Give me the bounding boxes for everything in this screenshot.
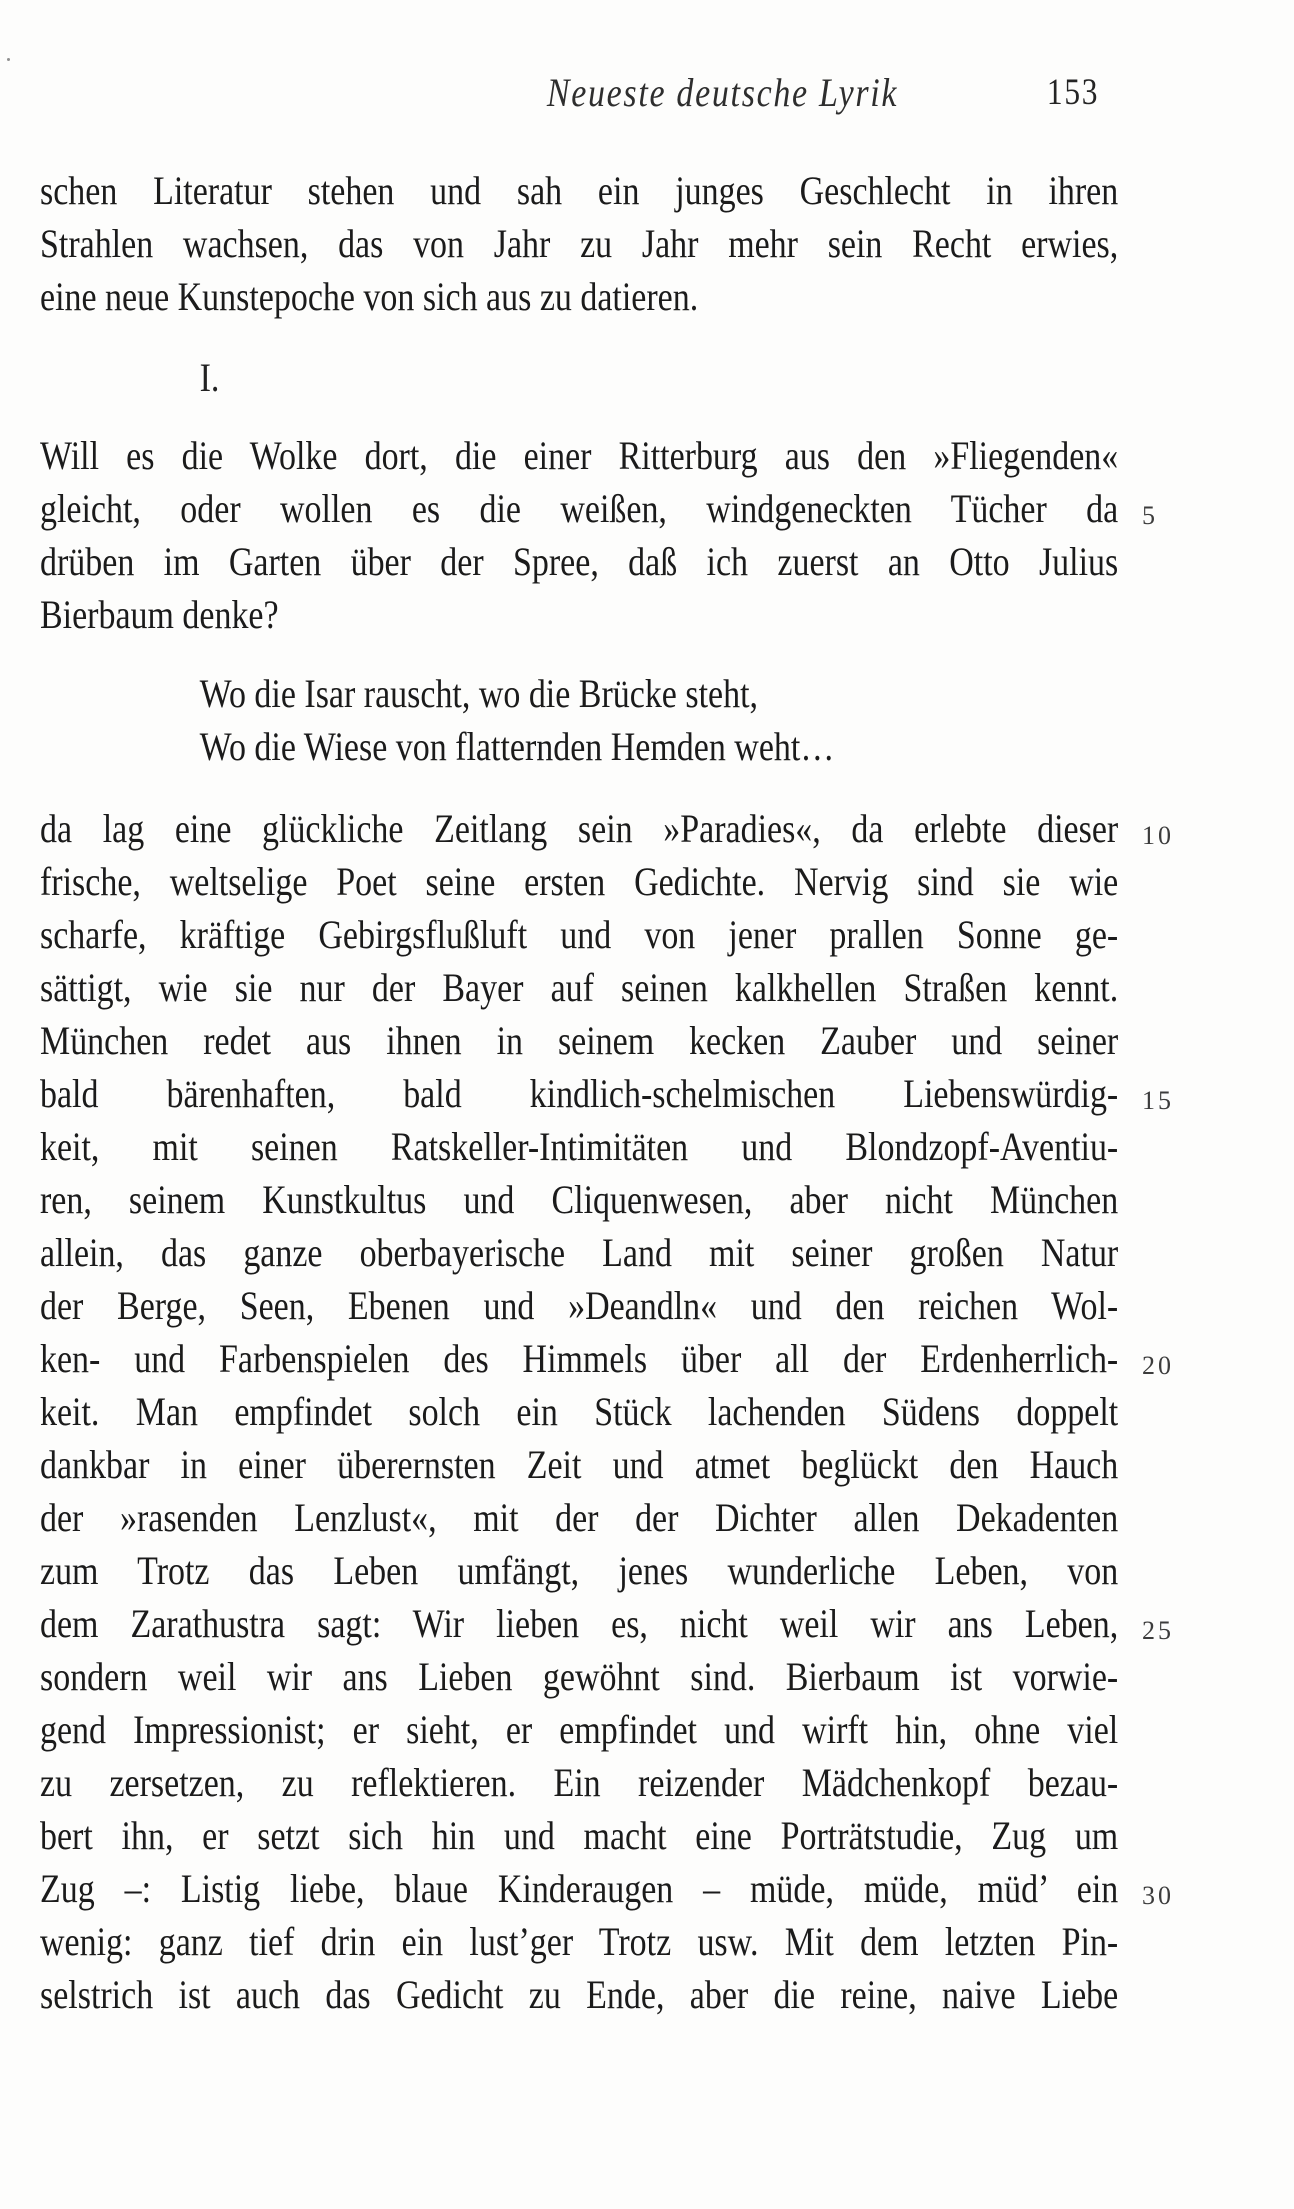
text-line: da lag eine glückliche Zeitlang sein »Paradies«, da erlebte dieser xyxy=(40,806,1119,851)
text-line: drüben im Garten über der Spree, daß ich zuerst an Otto Julius xyxy=(40,539,1119,584)
text-line: bert ihn, er setzt sich hin und macht eine Porträtstudie, Zug um xyxy=(40,1813,1119,1858)
text-line: Will es die Wolke dort, die einer Ritterburg aus den »Fliegenden« xyxy=(40,433,1119,478)
text-line: dem Zarathustra sagt: Wir lieben es, nicht weil wir ans Leben, xyxy=(40,1601,1119,1646)
page-number: 153 xyxy=(1046,72,1100,113)
text-line: sondern weil wir ans Lieben gewöhnt sind. Bierbaum ist vorwie- xyxy=(40,1654,1119,1699)
text-line: der »rasenden Lenzlust«, mit der der Dichter allen Dekadenten xyxy=(40,1495,1119,1540)
margin-line-number: 20 xyxy=(1142,1351,1174,1380)
running-title: Neueste deutsche Lyrik xyxy=(546,70,899,115)
text-line: selstrich ist auch das Gedicht zu Ende, aber die reine, naive Liebe xyxy=(40,1972,1119,2017)
text-line: allein, das ganze oberbayerische Land mit seiner großen Natur xyxy=(40,1230,1119,1275)
margin-line-number: 30 xyxy=(1142,1881,1174,1910)
text-line: keit. Man empfindet solch ein Stück lachenden Südens doppelt xyxy=(40,1389,1119,1434)
page-header xyxy=(40,66,1118,119)
text-line: scharfe, kräftige Gebirgsflußluft und von jener prallen Sonne ge- xyxy=(40,912,1119,957)
text-line: schen Literatur stehen und sah ein junges Geschlecht in ihren xyxy=(40,168,1119,213)
verse-line: Wo die Isar rauscht, wo die Brücke steht, xyxy=(199,671,759,716)
text-line: der Berge, Seen, Ebenen und »Deandln« und den reichen Wol- xyxy=(40,1283,1119,1328)
section-heading: I. xyxy=(199,355,220,400)
paragraph-intro xyxy=(40,164,1118,323)
verse-line: Wo die Wiese von flatternden Hemden weht… xyxy=(199,724,835,769)
text-line: wenig: ganz tief drin ein lust’ger Trotz usw. Mit dem letzten Pin- xyxy=(40,1919,1119,1964)
text-line: frische, weltselige Poet seine ersten Gedichte. Nervig sind sie wie xyxy=(40,859,1119,904)
text-line: eine neue Kunstepoche von sich aus zu datieren. xyxy=(40,274,699,319)
margin-line-number: 25 xyxy=(1142,1616,1174,1645)
text-line: gleicht, oder wollen es die weißen, windgeneckten Tücher da xyxy=(40,486,1119,531)
margin-line-number: 15 xyxy=(1142,1086,1174,1115)
text-line: gend Impressionist; er sieht, er empfindet und wirft hin, ohne viel xyxy=(40,1707,1119,1752)
verse-quotation xyxy=(40,667,1118,773)
paragraph-bierbaum-question xyxy=(40,429,1118,641)
text-line: München redet aus ihnen in seinem kecken Zauber und seiner xyxy=(40,1018,1119,1063)
text-line: dankbar in einer überernsten Zeit und atmet beglückt den Hauch xyxy=(40,1442,1119,1487)
text-line: Bierbaum denke? xyxy=(40,592,279,637)
margin-line-number: 10 xyxy=(1142,821,1174,850)
scan-artifact-dot xyxy=(7,58,10,61)
text-line: bald bärenhaften, bald kindlich-schelmischen Liebenswürdig- xyxy=(40,1071,1119,1116)
text-line: ren, seinem Kunstkultus und Cliquenwesen, aber nicht München xyxy=(40,1177,1119,1222)
text-line: Zug –: Listig liebe, blaue Kinderaugen – müde, müde, müd’ ein xyxy=(40,1866,1119,1911)
text-line: sättigt, wie sie nur der Bayer auf seinen kalkhellen Straßen kennt. xyxy=(40,965,1119,1010)
text-line: keit, mit seinen Ratskeller-Intimitäten und Blondzopf-Aventiu- xyxy=(40,1124,1119,1169)
paragraph-main xyxy=(40,802,1118,2021)
text-line: zu zersetzen, zu reflektieren. Ein reizender Mädchenkopf bezau- xyxy=(40,1760,1119,1805)
text-line: ken- und Farbenspielen des Himmels über all der Erdenherrlich- xyxy=(40,1336,1119,1381)
margin-line-number: 5 xyxy=(1142,501,1158,530)
text-line: Strahlen wachsen, das von Jahr zu Jahr mehr sein Recht erwies, xyxy=(40,221,1119,266)
text-column xyxy=(40,0,1118,2021)
text-line: zum Trotz das Leben umfängt, jenes wunderliche Leben, von xyxy=(40,1548,1119,1593)
